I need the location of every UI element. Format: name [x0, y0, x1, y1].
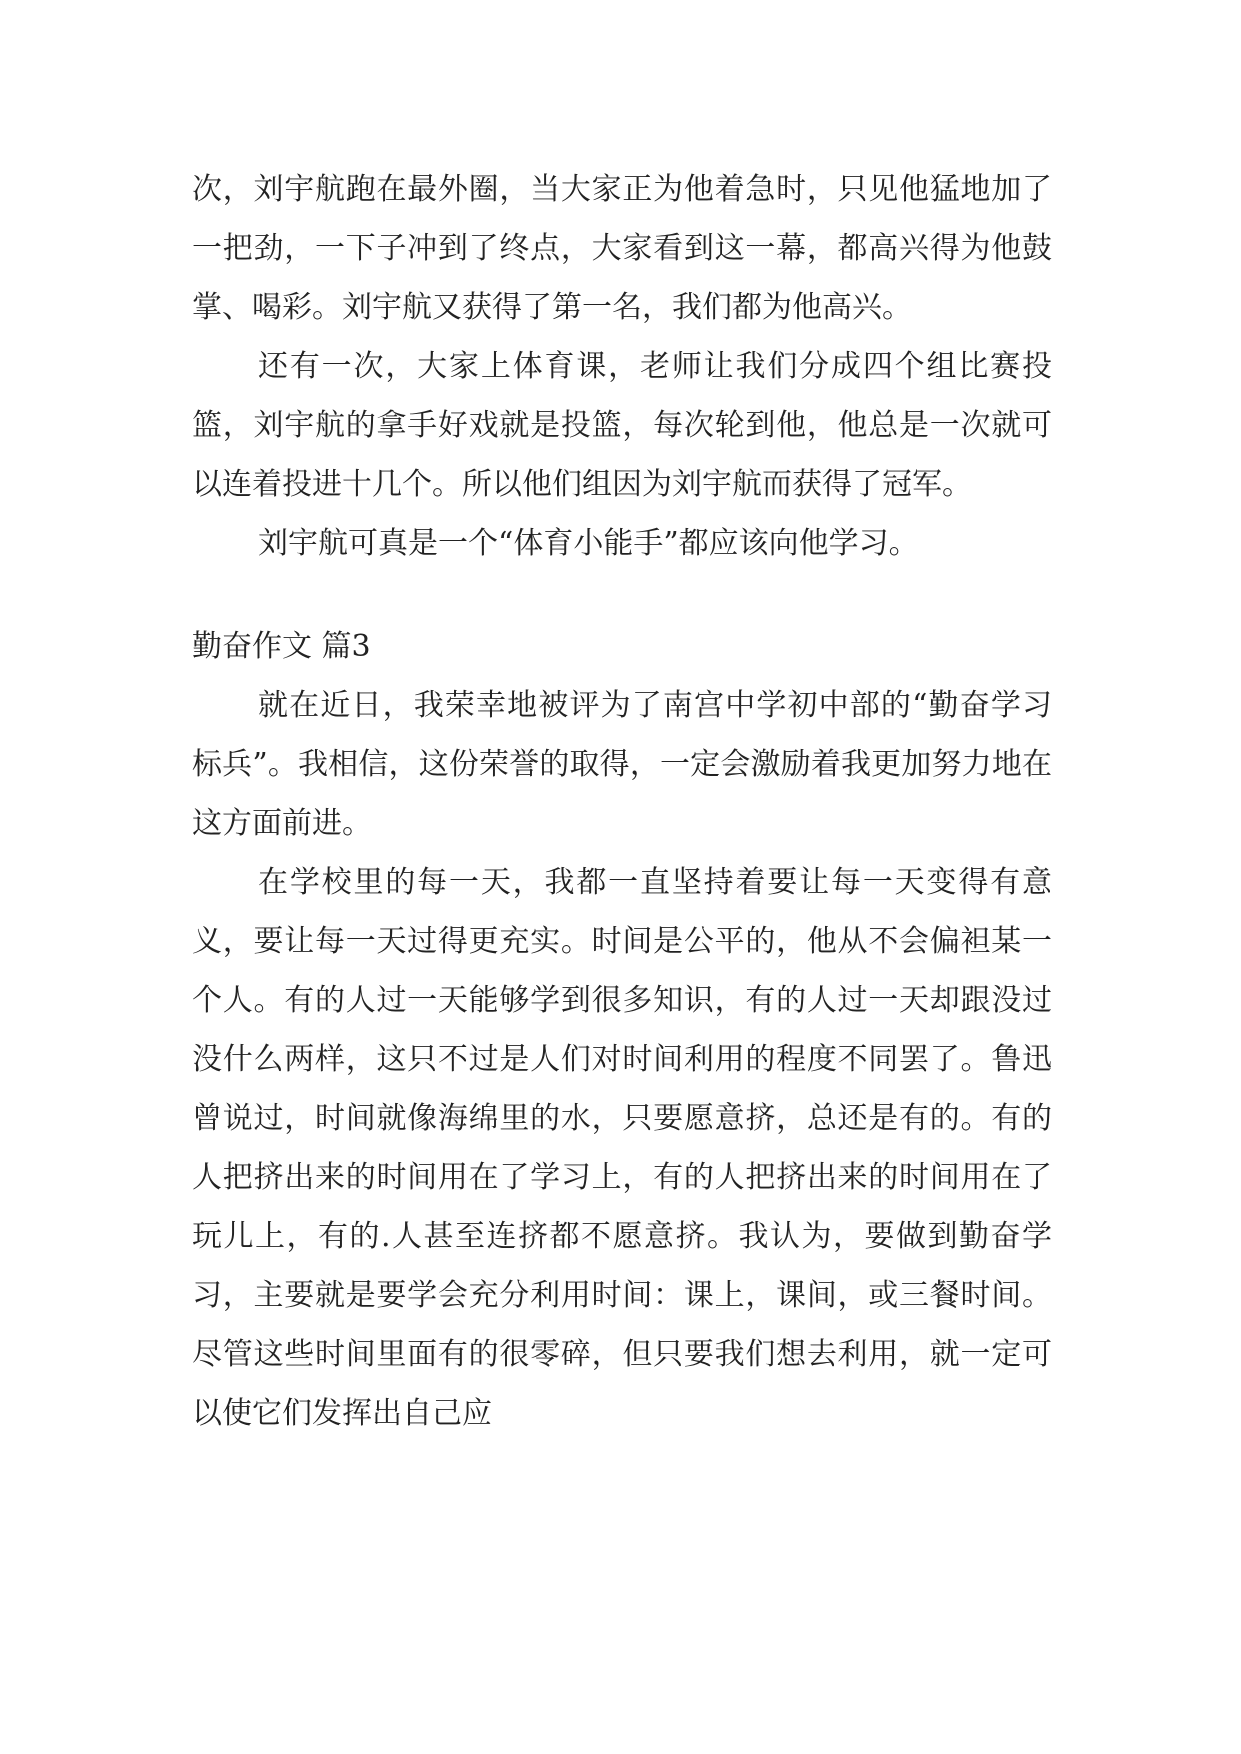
- section-heading: 勤奋作文 篇3: [192, 629, 371, 664]
- section-gap: [192, 573, 1052, 617]
- paragraph-1: 次，刘宇航跑在最外圈，当大家正为他着急时，只见他猛地加了一把劲，一下子冲到了终点，大家看到这一幕，都高兴得为他鼓掌、喝彩。刘宇航又获得了第一名，我们都为他高兴。: [192, 172, 1052, 325]
- paragraph-2: 还有一次，大家上体育课，老师让我们分成四个组比赛投篮，刘宇航的拿手好戏就是投篮，每次轮到他，他总是一次就可以连着投进十几个。所以他们组因为刘宇航而获得了冠军。: [192, 349, 1052, 502]
- paragraph-4: 就在近日，我荣幸地被评为了南宫中学初中部的“勤奋学习标兵”。我相信，这份荣誉的取得，一定会激励着我更加努力地在这方面前进。: [192, 688, 1052, 841]
- paragraph-5: 在学校里的每一天，我都一直坚持着要让每一天变得有意义，要让每一天过得更充实。时间是公平的，他从不会偏袒某一个人。有的人过一天能够学到很多知识，有的人过一天却跟没过没什么两样，这只不过是人们对时间利用的程度不同罢了。鲁迅曾说过，时间就像海绵里的水，只要愿意挤，总还是有的。有的人把挤出来的时间用在了学习上，有的人把挤出来的时间用在了玩儿上，有的.人甚至连挤都不愿意挤。我认为，要做到勤奋学习，主要就是要学会充分利用时间：课上，课间，或三餐时间。尽管这些时间里面有的很零碎，但只要我们想去利用，就一定可以使它们发挥出自己应: [192, 865, 1052, 1431]
- paragraph-3: 刘宇航可真是一个“体育小能手”都应该向他学习。: [258, 526, 919, 561]
- document-body: [192, 160, 1052, 1443]
